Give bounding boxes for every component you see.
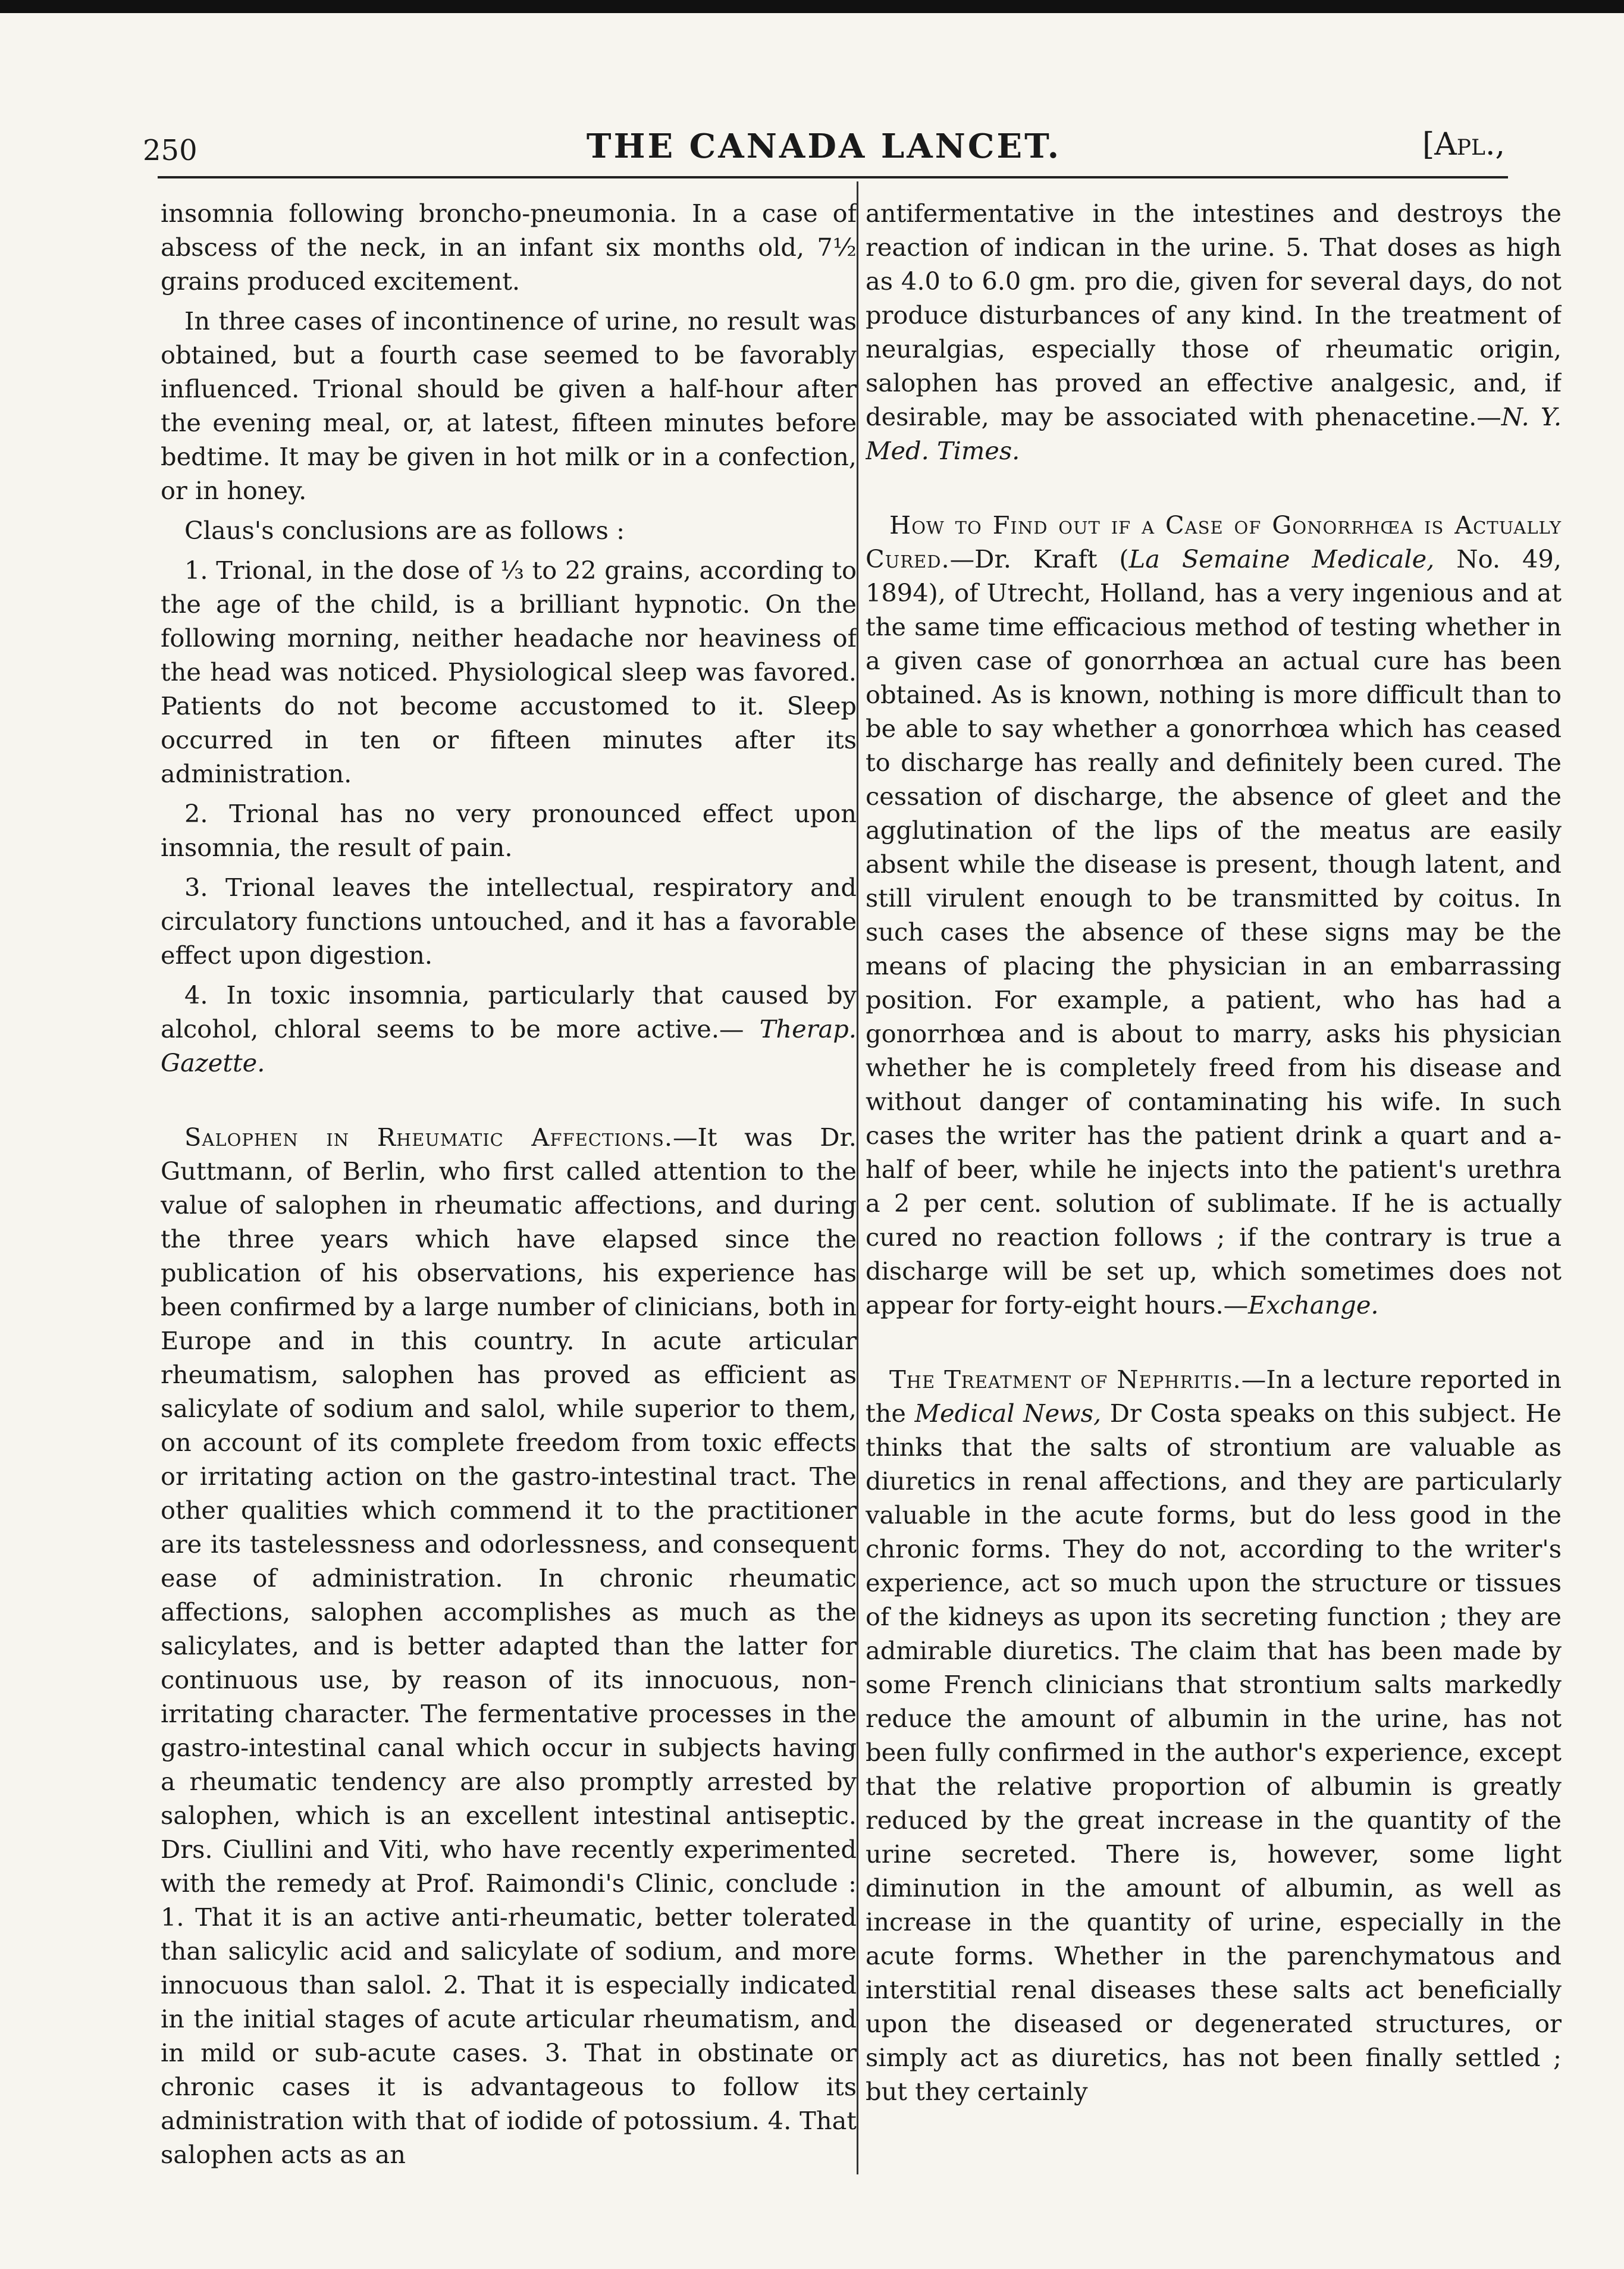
conclusion-item: 1. Trional, in the dose of ⅓ to 22 grains, according to the age of the child, is a brilliant hypnotic. On the following morning, neither headache nor heaviness of the head was noticed. Physiological sleep was favored. Patients do not become accustomed to it. Sleep occurred in ten or fifteen minutes after its administration. <box>161 556 857 788</box>
article-heading: How to Find out if a Case of Gonorrhœa is Actually Cured. <box>866 510 1562 573</box>
page-number: 250 <box>143 134 197 167</box>
claus-conclusions <box>161 553 857 1080</box>
claus-intro: Claus's conclusions are as follows : <box>184 516 625 545</box>
journal-citation: Medical News, <box>914 1399 1102 1428</box>
source-citation: Therap. Gazette. <box>161 1014 857 1077</box>
conclusion-item: 3. Trional leaves the intellectual, respiratory and circulatory functions untouched, and it has a favorable effect upon digestion. <box>161 873 857 970</box>
issue-month: [Apl., <box>1422 127 1505 162</box>
salophen-article: Salophen in Rheumatic Affections.—It was Dr. Guttmann, of Berlin, who first called attention to the value of salophen in rheumatic affections, and during the three years which have elapsed since the publication of his observations, his experience has been confirmed by a large number of clinicians, both in Europe and in this country. In acute articular rheumatism, salophen has proved as efficient as salicylate of sodium and salol, while superior to them, on account of its complete freedom from toxic effects or irritating action on the gastro-intestinal tract. The other qualities which commend it to the practitioner are its tastelessness and odorlessness, and consequent ease of administration. In chronic rheumatic affections, salophen accomplishes as much as the salicylates, and is better adapted than the latter for continuous use, by reason of its innocuous, non-irritating character. The fermentative processes in the gastro-intestinal canal which occur in subjects having a rheumatic tendency are also promptly arrested by salophen, which is an excellent intestinal antiseptic. Drs. Ciullini and Viti, who have recently experimented with the remedy at Prof. Raimondi's Clinic, conclude : 1. That it is an active anti-rheumatic, better tolerated than salicylic acid and salicylate of sodium, and more innocuous than salol. 2. That it is especially indicated in the initial stages of acute articular rheumatism, and in mild or sub-acute cases. 3. That in obstinate or chronic cases it is advantageous to follow its administration with that of iodide of potossium. 4. That salophen acts as an <box>161 1123 857 2169</box>
trional-paragraph-1: insomnia following broncho-pneumonia. In a case of abscess of the neck, in an infant six months old, 7½ grains produced excitement. <box>161 199 857 296</box>
gonorrhoea-article: How to Find out if a Case of Gonorrhœa is Actually Cured.—Dr. Kraft (La Semaine Medicale, No. 49, 1894), of Utrecht, Holland, has a very ingenious and at the same time efficacious method of testing whether in a given case of gonorrhœa an actual cure has been obtained. As is known, nothing is more difficult than to be able to say whether a gonorrhœa which has ceased to discharge has really and definitely been cured. The cessation of discharge, the absence of gleet and the agglutination of the lips of the meatus are easily absent while the disease is present, though latent, and still virulent enough to be transmitted by coitus. In such cases the absence of these signs may be the means of placing the physician in an embarrassing position. For example, a patient, who has had a gonorrhœa and is about to marry, asks his physician whether he is completely freed from his disease and without danger of contaminating his wife. In such cases the writer has the patient drink a quart and a-half of beer, while he injects into the patient's urethra a 2 per cent. solution of sublimate. If he is actually cured no reaction follows ; if the contrary is true a discharge will be set up, which sometimes does not appear for forty-eight hours.—Exchange. <box>866 510 1562 1320</box>
header-rule <box>158 176 1508 178</box>
conclusion-item: 2. Trional has no very pronounced effect upon insomnia, the result of pain. <box>161 799 857 862</box>
article-heading: The Treatment of Nephritis. <box>889 1365 1241 1394</box>
scan-top-edge <box>0 0 1624 13</box>
article-heading: Salophen in Rheumatic Affections. <box>184 1123 673 1152</box>
trional-paragraph-2: In three cases of incontinence of urine, no result was obtained, but a fourth case seemed to be favorably influenced. Trional should be given a half-hour after the evening meal, or, at latest, fifteen minutes before bedtime. It may be given in hot milk or in a confection, or in honey. <box>161 306 857 505</box>
salophen-continuation: antifermentative in the intestines and destroys the reaction of indican in the urine. 5. That doses as high as 4.0 to 6.0 gm. pro die, given for several days, do not produce disturbances of any kind. In the treatment of neuralgias, especially those of rheumatic origin, salophen has proved an effective analgesic, and, if desirable, may be associated with phenacetine.—N. Y. Med. Times. <box>866 199 1562 465</box>
journal-citation: La Semaine Medicale, <box>1128 544 1435 573</box>
right-column <box>866 196 1562 2177</box>
source-citation: N. Y. Med. Times. <box>866 402 1562 465</box>
journal-title: THE CANADA LANCET. <box>586 127 1062 166</box>
column-divider <box>857 181 858 2174</box>
source-citation: Exchange. <box>1248 1290 1379 1320</box>
page-header <box>143 122 1505 175</box>
conclusion-item: 4. In toxic insomnia, particularly that caused by alcohol, chloral seems to be more active.— Therap. Gazette. <box>161 980 857 1077</box>
left-column <box>161 196 857 2177</box>
nephritis-article: The Treatment of Nephritis.—In a lecture reported in the Medical News, Dr Costa speaks on this subject. He thinks that the salts of strontium are valuable as diuretics in renal affections, and they are particularly valuable in the acute forms, but do less good in the chronic forms. They do not, according to the writer's experience, act so much upon the structure or tissues of the kidneys as upon its secreting function ; they are admirable diuretics. The claim that has been made by some French clinicians that strontium salts markedly reduce the amount of albumin in the urine, has not been fully confirmed in the author's experience, except that the relative proportion of albumin is greatly reduced by the great increase in the quantity of the urine secreted. There is, however, some light diminution in the amount of albumin, as well as increase in the quantity of urine, especially in the acute forms. Whether in the parenchymatous and interstitial renal diseases these salts act beneficially upon the diseased or degenerated structures, or simply act as diuretics, has not been finally settled ; but they certainly <box>866 1365 1562 2106</box>
